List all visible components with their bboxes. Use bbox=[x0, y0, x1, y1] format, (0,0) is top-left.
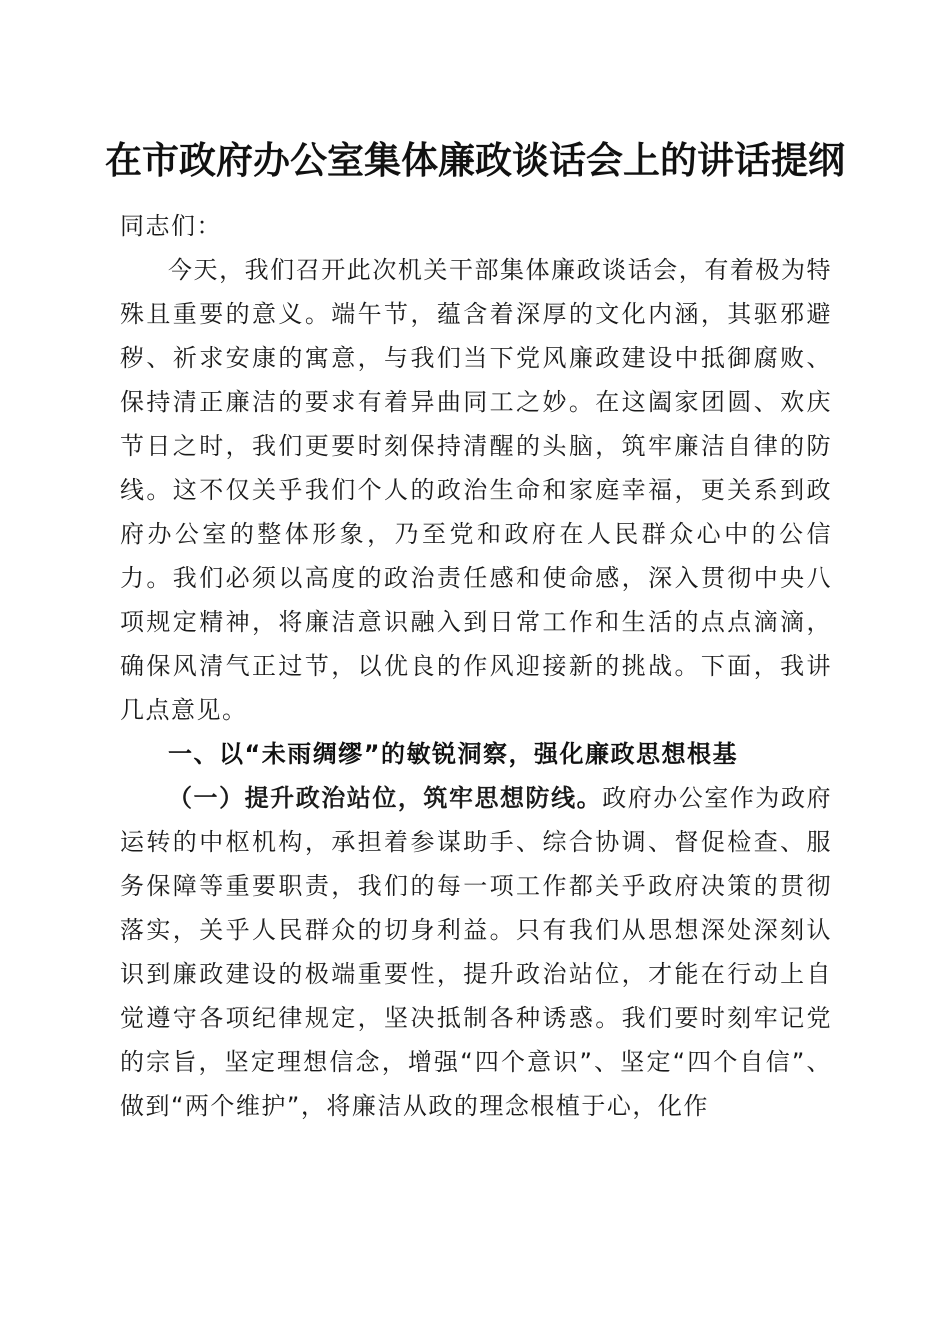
document-body bbox=[120, 204, 832, 1128]
subsection-text-1: 政府办公室作为政府运转的中枢机构，承担着参谋助手、综合协调、督促检查、服务保障等重要职责，我们的每一项工作都关乎政府决策的贯彻落实，关乎人民群众的切身利益。只有我们从思想深处深刻认识到廉政建设的极端重要性，提升政治站位，才能在行动上自觉遵守各项纪律规定，坚决抵制各种诱惑。我们要时刻牢记党的宗旨，坚定理想信念，增强“四个意识”、坚定“四个自信”、做到“两个维护”，将廉洁从政的理念根植于心，化作 bbox=[120, 784, 833, 1120]
subsection-lead-1: （一）提升政治站位，筑牢思想防线。 bbox=[168, 783, 603, 812]
section-heading-1: 一、以“未雨绸缪”的敏锐洞察，强化廉政思想根基 bbox=[168, 740, 739, 768]
document-title: 在市政府办公室集体廉政谈话会上的讲话提纲 bbox=[105, 138, 845, 182]
subsection-paragraph-1 bbox=[120, 776, 832, 1128]
salutation: 同志们： bbox=[120, 212, 222, 240]
intro-paragraph: 今天，我们召开此次机关干部集体廉政谈话会，有着极为特殊且重要的意义。端午节，蕴含着深厚的文化内涵，其驱邪避秽、祈求安康的寓意，与我们当下党风廉政建设中抵御腐败、保持清正廉洁的要求有着异曲同工之妙。在这阖家团圆、欢庆节日之时，我们更要时刻保持清醒的头脑，筑牢廉洁自律的防线。这不仅关乎我们个人的政治生命和家庭幸福，更关系到政府办公室的整体形象，乃至党和政府在人民群众心中的公信力。我们必须以高度的政治责任感和使命感，深入贯彻中央八项规定精神，将廉洁意识融入到日常工作和生活的点点滴滴，确保风清气正过节，以优良的作风迎接新的挑战。下面，我讲几点意见。 bbox=[120, 256, 832, 724]
